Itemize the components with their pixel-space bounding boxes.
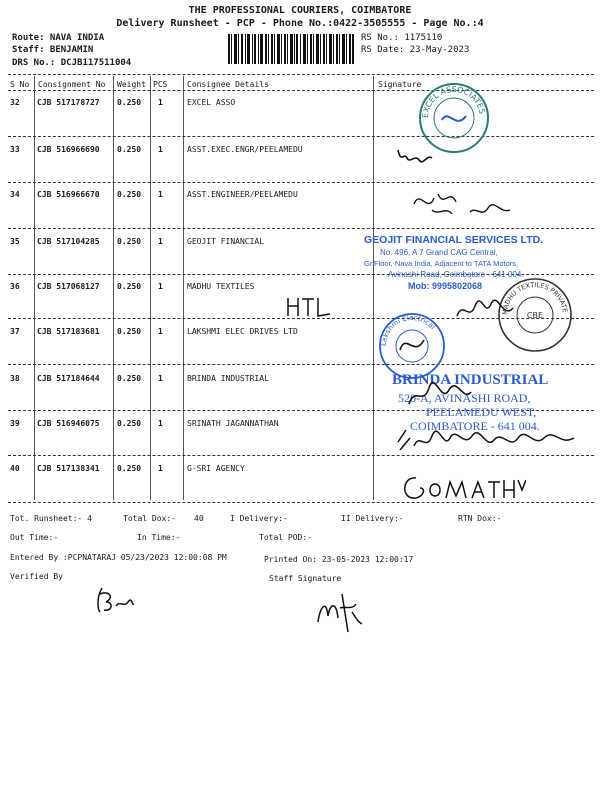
col-divider bbox=[373, 76, 374, 500]
row-weight: 0.250 bbox=[117, 327, 142, 336]
row-consignee: LAKSHMI ELEC DRIVES LTD bbox=[187, 327, 298, 336]
row-pcs: 1 bbox=[158, 145, 163, 154]
in-time: In Time:- bbox=[137, 533, 181, 542]
row-consignment-no: CJB 517104285 bbox=[37, 237, 100, 246]
signature-scribble bbox=[395, 144, 435, 172]
row-consignment-no: CJB 517138341 bbox=[37, 464, 100, 473]
signature-scribble bbox=[410, 184, 520, 228]
geojit-stamp-line: No. 496, A 7 Grand CAG Central, bbox=[380, 248, 498, 257]
col-divider bbox=[150, 76, 151, 500]
row-consignment-no: CJB 517068127 bbox=[37, 282, 100, 291]
barcode bbox=[228, 34, 354, 64]
madhu-stamp-center: CBE bbox=[526, 311, 544, 320]
signature-scribble bbox=[394, 424, 580, 462]
brinda-stamp-name: BRINDA INDUSTRIAL bbox=[392, 372, 549, 388]
geojit-stamp-line: Gr.Floor, Nava India, Adjacent to TATA Motors, bbox=[364, 259, 519, 268]
row-consignment-no: CJB 517183681 bbox=[37, 327, 100, 336]
col-signature: Signature bbox=[378, 80, 422, 89]
brinda-stamp-line: PEELAMEDU WEST, bbox=[426, 405, 537, 419]
row-consignee: GEOJIT FINANCIAL bbox=[187, 237, 265, 246]
col-pcs: PCS bbox=[153, 80, 168, 89]
geojit-stamp-mobile: Mob: 9995802068 bbox=[408, 281, 483, 291]
row-pcs: 1 bbox=[158, 374, 163, 383]
col-divider bbox=[183, 76, 184, 500]
verifier-signature bbox=[92, 584, 136, 620]
brinda-stamp-line: 520-A, AVINASHI ROAD, bbox=[398, 391, 531, 405]
row-weight: 0.250 bbox=[117, 419, 142, 428]
row-weight: 0.250 bbox=[117, 190, 142, 199]
table-top-rule bbox=[8, 74, 594, 75]
geojit-stamp-line: Avinashi Road, Coimbatore - 641 004. bbox=[388, 270, 524, 279]
excel-stamp-text: EXCEL ASSOCIATES bbox=[420, 84, 487, 119]
signature-scribble bbox=[455, 296, 515, 328]
total-runsheet: Tot. Runsheet:- 4 bbox=[10, 514, 92, 523]
row-pcs: 1 bbox=[158, 464, 163, 473]
total-dox-label: Total Dox:- bbox=[123, 514, 176, 523]
row-pcs: 1 bbox=[158, 98, 163, 107]
row-sno: 33 bbox=[10, 145, 20, 154]
row-consignment-no: CJB 517178727 bbox=[37, 98, 100, 107]
row-rule bbox=[8, 136, 594, 137]
lakshmi-stamp-text: Lakshmi Electrical bbox=[379, 313, 437, 347]
row-consignment-no: CJB 516966670 bbox=[37, 190, 100, 199]
row-pcs: 1 bbox=[158, 190, 163, 199]
row-consignee: ASST.EXEC.ENGR/PEELAMEDU bbox=[187, 145, 303, 154]
row-weight: 0.250 bbox=[117, 237, 142, 246]
row-consignee: BRINDA INDUSTRIAL bbox=[187, 374, 269, 383]
staff-label: Staff: BENJAMIN bbox=[12, 45, 94, 55]
row-consignment-no: CJB 516966690 bbox=[37, 145, 100, 154]
brinda-stamp-line: COIMBATORE - 641 004. bbox=[410, 419, 540, 433]
row-consignee: ASST.ENGINEER/PEELAMEDU bbox=[187, 190, 298, 199]
row-weight: 0.250 bbox=[117, 374, 142, 383]
row-sno: 37 bbox=[10, 327, 20, 336]
row-sno: 39 bbox=[10, 419, 20, 428]
row-rule bbox=[8, 364, 594, 365]
row-sno: 40 bbox=[10, 464, 20, 473]
runsheet-subtitle: Delivery Runsheet - PCP - Phone No.:0422-3505555 - Page No.:4 bbox=[116, 18, 484, 29]
col-consignment: Consignment No bbox=[38, 80, 106, 89]
printed-on: Printed On: 23-05-2023 12:00:17 bbox=[264, 555, 414, 564]
table-header-rule bbox=[8, 90, 594, 91]
col-consignee: Consignee Details bbox=[187, 80, 269, 89]
out-time: Out Time:- bbox=[10, 533, 59, 542]
row-consignee: SRINATH JAGANNATHAN bbox=[187, 419, 279, 428]
col-sno: S No bbox=[10, 80, 30, 89]
signature-scribble bbox=[284, 294, 334, 324]
signature-scribble bbox=[405, 380, 475, 414]
row-pcs: 1 bbox=[158, 327, 163, 336]
route-label: Route: NAVA INDIA bbox=[12, 33, 105, 43]
total-dox-value: 40 bbox=[194, 514, 204, 523]
row-sno: 36 bbox=[10, 282, 20, 291]
verified-by: Verified By bbox=[10, 572, 63, 581]
staff-signature bbox=[312, 586, 368, 640]
row-pcs: 1 bbox=[158, 282, 163, 291]
row-sno: 34 bbox=[10, 190, 20, 199]
i-delivery: I Delivery:- bbox=[230, 514, 288, 523]
row-consignee: G-SRI AGENCY bbox=[187, 464, 245, 473]
row-weight: 0.250 bbox=[117, 464, 142, 473]
drs-number: DRS No.: DCJB117511004 bbox=[12, 58, 132, 68]
signature-scribble bbox=[396, 470, 526, 508]
row-sno: 32 bbox=[10, 98, 20, 107]
staff-signature-label: Staff Signature bbox=[269, 574, 342, 583]
ii-delivery: II Delivery:- bbox=[341, 514, 404, 523]
entered-by: Entered By :PCPNATARAJ 05/23/2023 12:00:08 PM bbox=[10, 553, 227, 562]
col-divider bbox=[113, 76, 114, 500]
col-divider bbox=[34, 76, 35, 500]
row-sno: 35 bbox=[10, 237, 20, 246]
company-title: THE PROFESSIONAL COURIERS, COIMBATORE bbox=[188, 5, 412, 16]
madhu-stamp-text: MADHU TEXTILES PRIVATE bbox=[500, 280, 569, 316]
col-weight: Weight bbox=[117, 80, 146, 89]
rtn-dox: RTN Dox:- bbox=[458, 514, 502, 523]
row-pcs: 1 bbox=[158, 237, 163, 246]
row-weight: 0.250 bbox=[117, 282, 142, 291]
row-pcs: 1 bbox=[158, 419, 163, 428]
row-consignment-no: CJB 516946075 bbox=[37, 419, 100, 428]
row-rule bbox=[8, 228, 594, 229]
row-rule bbox=[8, 182, 594, 183]
row-sno: 38 bbox=[10, 374, 20, 383]
row-consignee: MADHU TEXTILES bbox=[187, 282, 255, 291]
row-weight: 0.250 bbox=[117, 145, 142, 154]
total-pod: Total POD:- bbox=[259, 533, 312, 542]
rs-number: RS No.: 1175110 bbox=[361, 33, 443, 43]
row-consignment-no: CJB 517184644 bbox=[37, 374, 100, 383]
row-consignee: EXCEL ASSO bbox=[187, 98, 236, 107]
rs-date: RS Date: 23-May-2023 bbox=[361, 45, 470, 55]
row-weight: 0.250 bbox=[117, 98, 142, 107]
geojit-stamp-name: GEOJIT FINANCIAL SERVICES LTD. bbox=[364, 234, 544, 246]
